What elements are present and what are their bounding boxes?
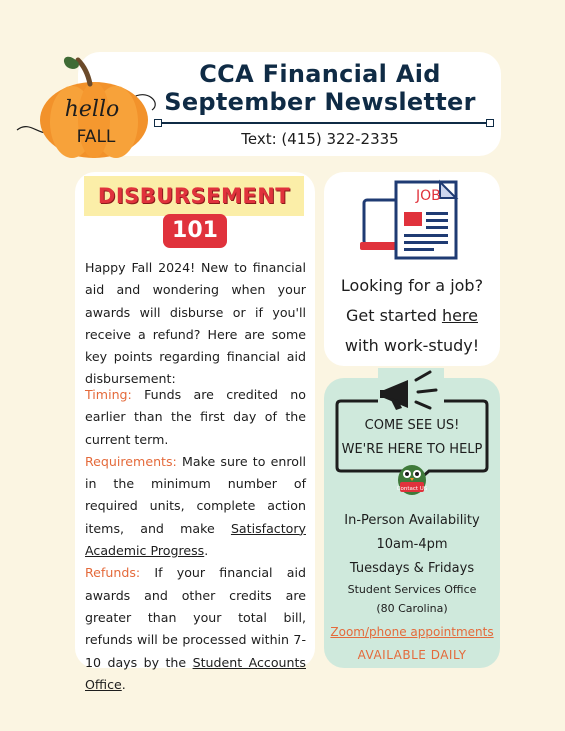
newsletter-title — [160, 60, 480, 116]
disbursement-heading: DISBURSEMENT — [97, 184, 291, 208]
title-divider — [158, 122, 490, 124]
requirements-label: Requirements: — [85, 453, 177, 469]
job-line-2-prefix: Get started — [345, 306, 442, 325]
title-line-2: September Newsletter — [164, 88, 476, 116]
days-text: Tuesdays & Fridays — [349, 561, 475, 576]
job-document-icon — [360, 178, 464, 264]
availability-label: In-Person Availability — [344, 513, 480, 528]
job-line-1: Looking for a job? — [340, 276, 484, 295]
office-text: Student Services Office — [347, 583, 477, 596]
requirements-text: Make sure to enroll in the minimum number of required units, complete action items, and make — [85, 453, 306, 536]
student-accounts-link[interactable]: Student Accounts Office — [85, 654, 306, 692]
pumpkin-text-hello: hello — [64, 97, 120, 122]
speech-text — [333, 414, 491, 462]
speech-line-2: WE'RE HERE TO HELP — [341, 442, 483, 457]
disbursement-intro: Happy Fall 2024! New to financial aid and wondering when your awards will disburse or if you'll receive a refund? Here are some key points regarding financial aid disbursement: — [85, 260, 306, 387]
megaphone-icon — [378, 368, 444, 418]
refunds-text: If your financial aid awards and other credits are greater than your total bill, refunds will be processed within 7-10 days by the — [85, 565, 306, 670]
owl-label: Contact US — [396, 486, 428, 492]
zoom-appointments-link[interactable]: Zoom/phone appointments — [330, 625, 494, 639]
job-line-3: with work-study! — [344, 336, 480, 355]
badge-101: 101 — [163, 214, 227, 248]
disbursement-banner — [84, 176, 304, 216]
pumpkin-text-fall: FALL — [76, 127, 116, 147]
refunds-label: Refunds: — [85, 565, 141, 581]
job-text — [326, 271, 498, 361]
disbursement-points — [85, 384, 306, 696]
requirements-end: . — [204, 543, 209, 559]
timing-text: Funds are credited no earlier than the first day of the current term. — [85, 387, 306, 447]
sap-link[interactable]: Satisfactory Academic Progress — [85, 520, 306, 559]
owl-contact-icon[interactable] — [394, 462, 430, 498]
work-study-link[interactable]: here — [441, 306, 478, 325]
available-daily-text: AVAILABLE DAILY — [357, 648, 467, 662]
location-text: (80 Carolina) — [376, 602, 448, 615]
speech-line-1: COME SEE US! — [364, 418, 460, 433]
timing-label: Timing: — [85, 387, 132, 402]
hours-text: 10am-4pm — [376, 537, 448, 552]
job-line-2 — [326, 301, 498, 331]
title-line-1: CCA Financial Aid — [199, 60, 441, 88]
pumpkin-illustration — [12, 48, 162, 158]
refunds-end: . — [121, 676, 126, 692]
job-icon-label: JOB — [416, 188, 441, 204]
phone-text: Text: (415) 322-2335 — [241, 130, 399, 148]
